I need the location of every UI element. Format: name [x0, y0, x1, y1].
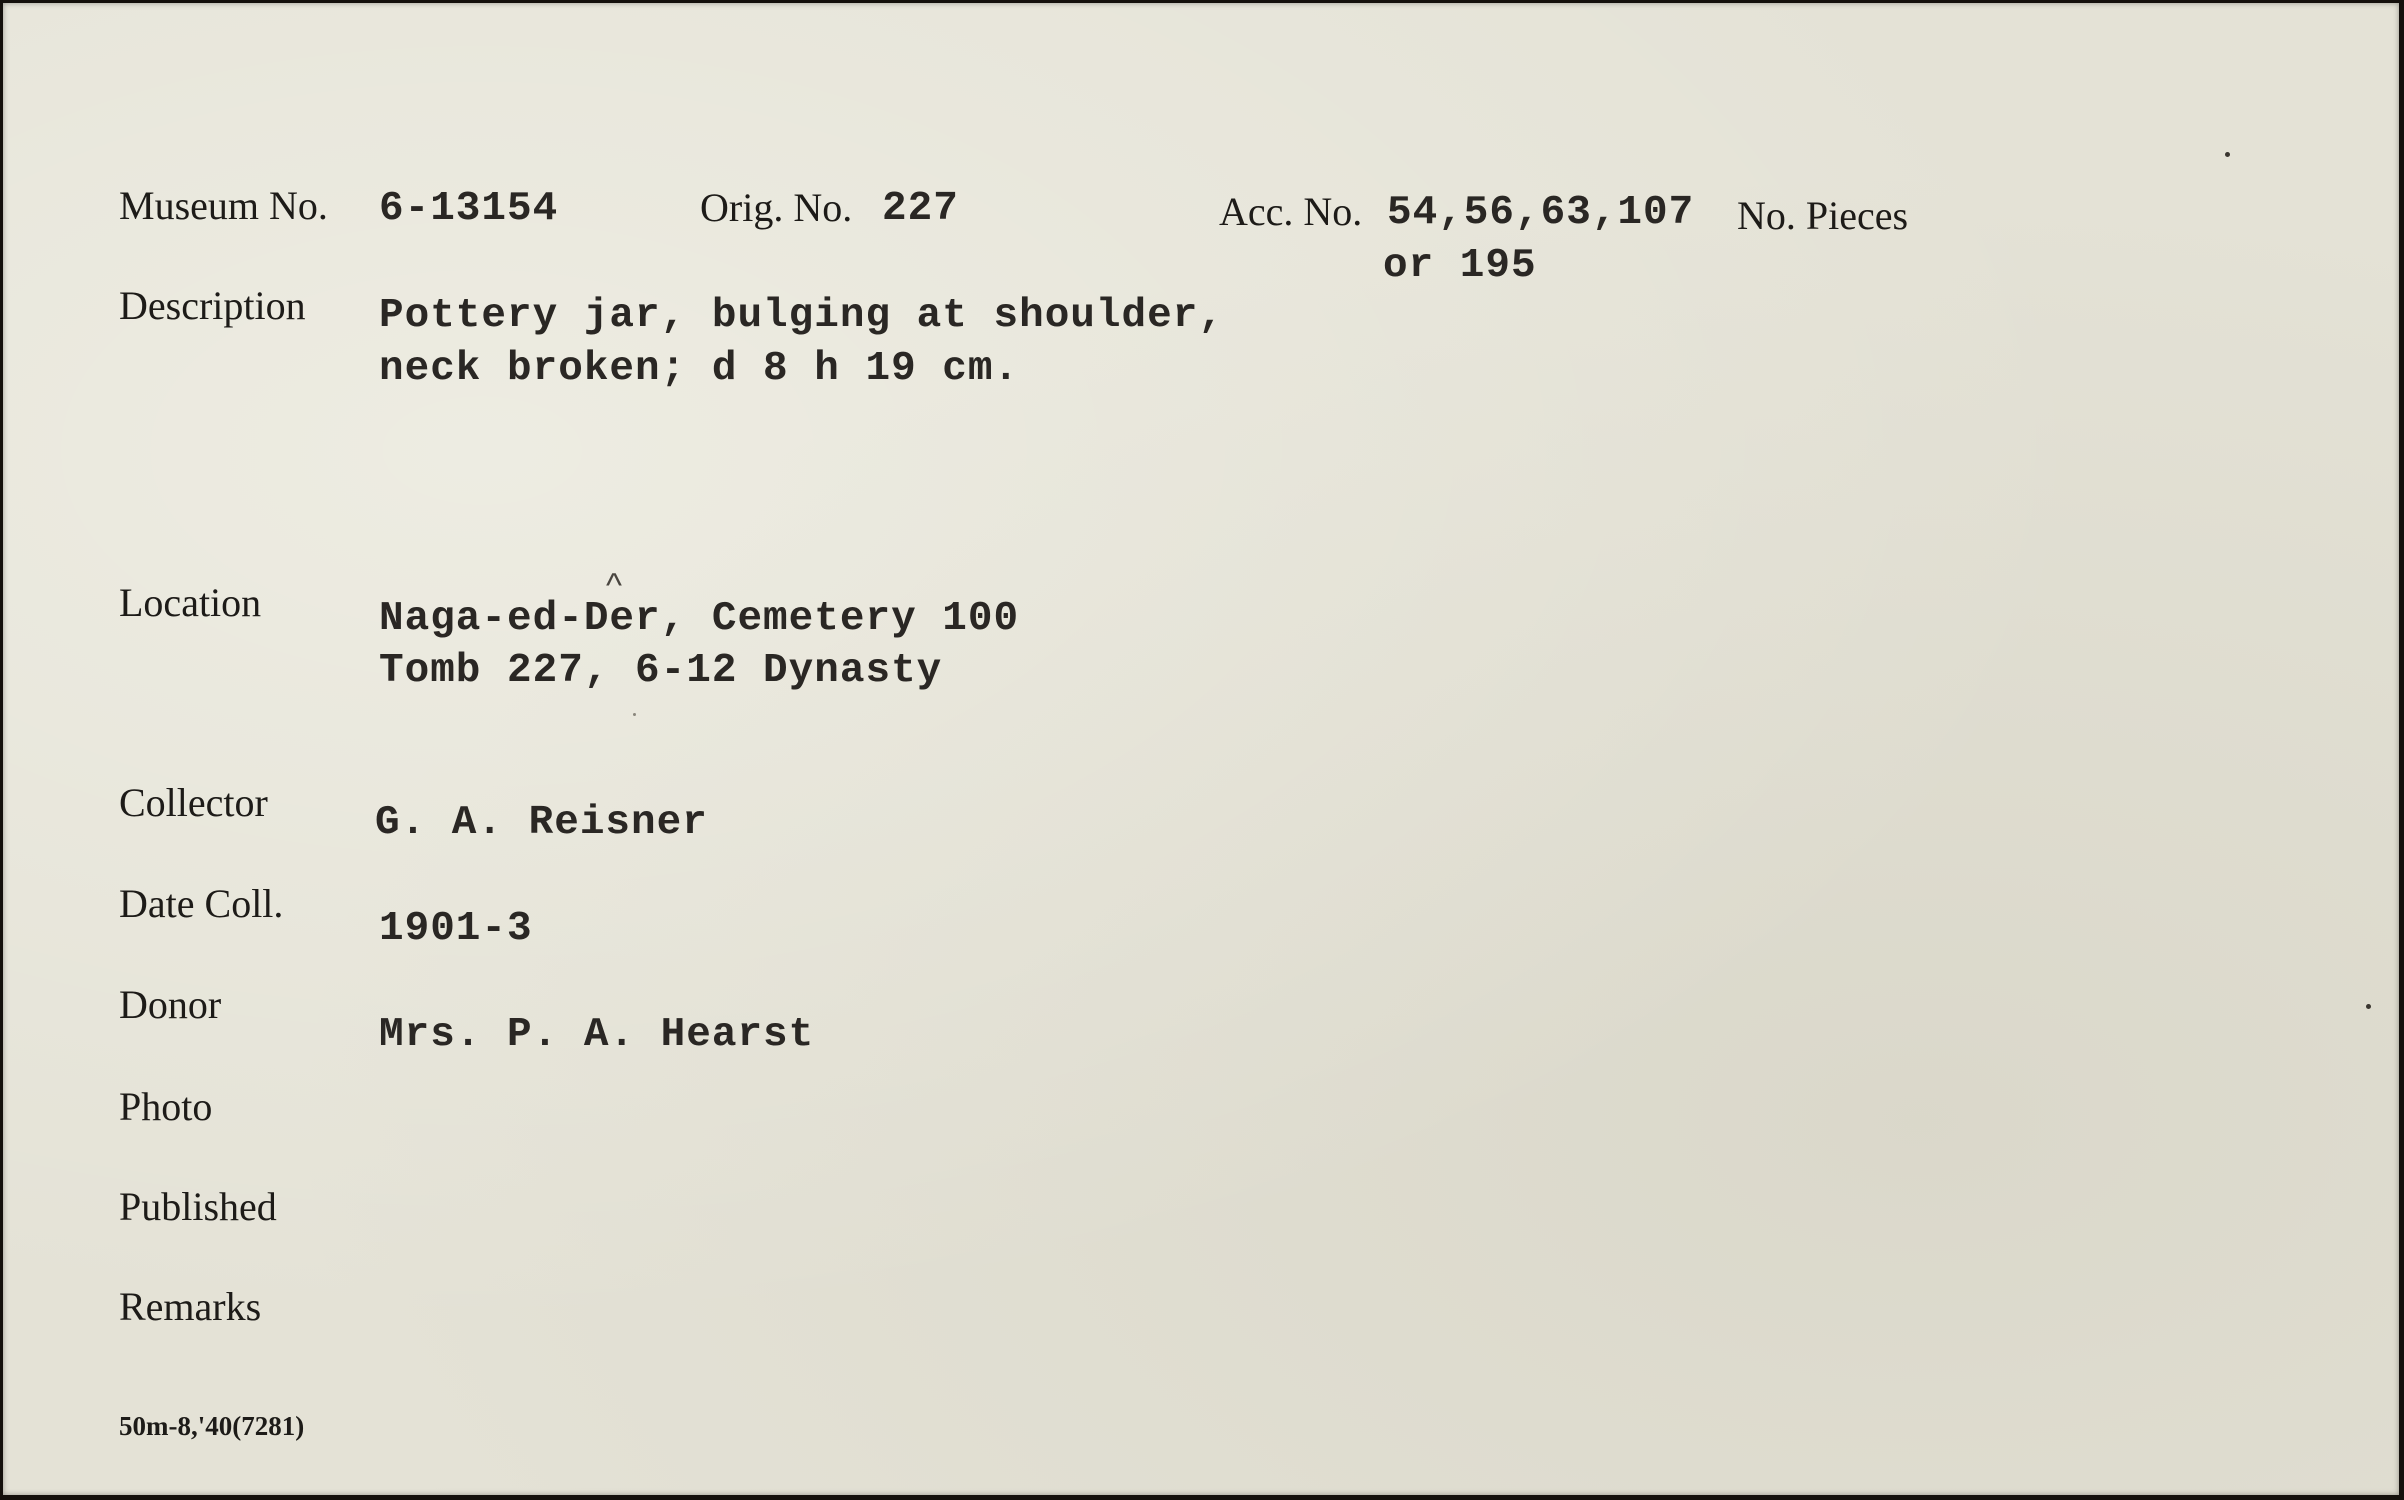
museum-no-label: Museum No. [119, 183, 328, 228]
donor-value: Mrs. P. A. Hearst [379, 1012, 815, 1058]
date-coll-value: 1901-3 [379, 906, 533, 952]
remarks-label: Remarks [119, 1284, 262, 1329]
acc-no-value-line1: 54,56,63,107 [1387, 190, 1695, 236]
collector-value: G. A. Reisner [375, 800, 708, 846]
handwritten-caret-mark: ^ [606, 567, 622, 605]
photo-label: Photo [119, 1084, 213, 1129]
orig-no-label: Orig. No. [700, 185, 853, 230]
acc-no-value-line2: or 195 [1383, 243, 1537, 289]
published-label: Published [119, 1184, 277, 1229]
paper-speck [2366, 1004, 2371, 1009]
no-pieces-label: No. Pieces [1737, 193, 1909, 238]
description-value-line1: Pottery jar, bulging at shoulder, [379, 293, 1224, 339]
date-coll-label: Date Coll. [119, 881, 284, 926]
form-code: 50m-8,'40(7281) [119, 1411, 305, 1441]
donor-label: Donor [119, 982, 222, 1027]
catalog-card [3, 3, 2399, 1495]
collector-label: Collector [119, 780, 268, 825]
paper-speck [633, 713, 636, 716]
museum-no-value: 6-13154 [379, 186, 559, 232]
paper-speck [2225, 152, 2230, 157]
location-value-line2: Tomb 227, 6-12 Dynasty [379, 648, 943, 694]
location-label: Location [119, 580, 262, 625]
description-value-line2: neck broken; d 8 h 19 cm. [379, 346, 1020, 392]
acc-no-label: Acc. No. [1219, 189, 1363, 234]
orig-no-value: 227 [882, 186, 959, 232]
description-label: Description [119, 283, 306, 328]
location-value-line1: Naga-ed-Der, Cemetery 100 [379, 596, 1020, 642]
